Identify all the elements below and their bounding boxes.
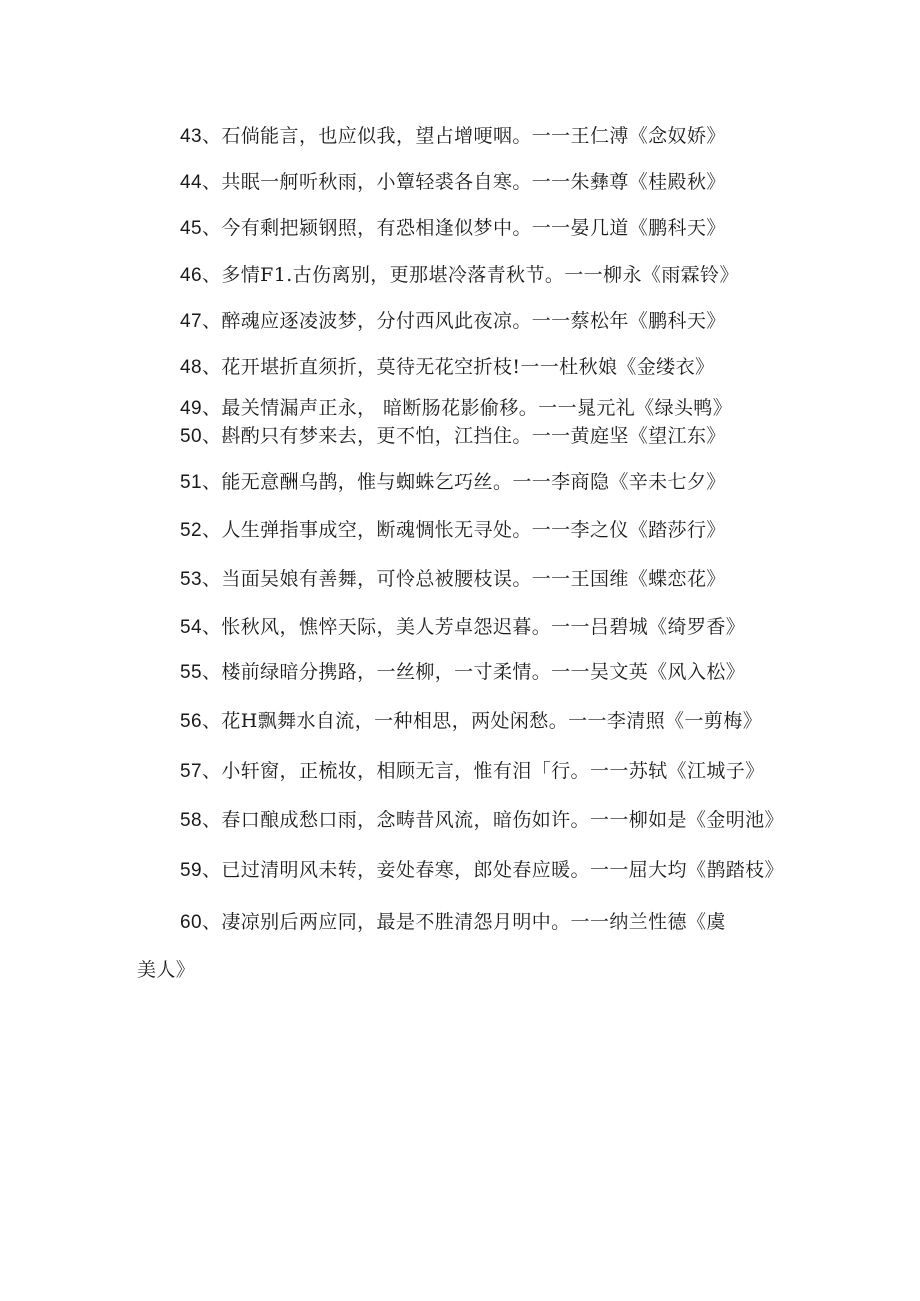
poem-line-46 [180, 260, 739, 290]
line-number: 51 [180, 472, 202, 493]
line-text: 、石倘能言，也应似我，望占增哽咽。一一王仁溥《念奴娇》 [201, 125, 726, 147]
poem-line-60 [180, 907, 726, 937]
line-number: 50 [180, 426, 202, 447]
line-number: 56 [180, 711, 202, 732]
line-text: 、共眠一舸听秋雨，小簟轻裘各自寒。一一朱彝尊《桂殿秋》 [201, 171, 726, 193]
line-number: 48 [180, 357, 202, 378]
poem-line-58 [180, 805, 784, 835]
line-text: 、小轩窗，正梳妆，相顾无言，惟有泪「行。一一苏轼《江城子》 [201, 760, 765, 782]
line-text: 、今有剩把颍钢照，有恐相逢似梦中。一一晏几道《鹏科天》 [201, 217, 726, 239]
line-number: 53 [180, 569, 202, 590]
poem-line-51 [180, 467, 726, 497]
line-number: 46 [180, 265, 202, 286]
line-number: 43 [180, 126, 202, 147]
poem-line-55 [180, 657, 745, 687]
line-number: 49 [180, 398, 202, 419]
poem-line-60-continuation: 美人》 [137, 959, 196, 981]
line-number: 54 [180, 617, 202, 638]
line-text: 、春口酿成愁口雨，念畴昔风流，暗伤如许。一一柳如是《金明池》 [201, 809, 784, 831]
line-number: 44 [180, 172, 202, 193]
line-number: 52 [180, 520, 202, 541]
line-text: 、斟酌只有梦来去，更不怕，江挡住。一一黄庭坚《望江东》 [201, 425, 726, 447]
line-number: 58 [180, 810, 202, 831]
poem-line-54 [180, 612, 745, 642]
line-number: 55 [180, 662, 202, 683]
poem-line-44 [180, 167, 726, 197]
poem-line-57 [180, 756, 765, 786]
line-number: 59 [180, 860, 202, 881]
line-number: 57 [180, 761, 202, 782]
line-text: 、凄凉别后两应同，最是不胜清怨月明中。一一纳兰性德《虞 [201, 911, 726, 933]
poem-line-52 [180, 515, 726, 545]
poem-line-45 [180, 213, 726, 243]
poem-line-59 [180, 855, 784, 885]
line-number: 47 [180, 311, 202, 332]
poem-line-56 [180, 706, 762, 736]
line-text: 、能无意酬乌鹊，惟与蜘蛛乞巧丝。一一李商隐《辛未七夕》 [201, 471, 726, 493]
line-text: 、最关情漏声正永， 暗断肠花影偷移。一一晁元礼《绿头鸭》 [201, 397, 733, 419]
line-number: 45 [180, 218, 202, 239]
line-text: 、楼前绿暗分携路，一丝柳，一寸柔情。一一吴文英《风入松》 [201, 661, 746, 683]
line-text: 、多情F1.古伤离别，更那堪冷落青秋节。一一柳永《雨霖铃》 [201, 264, 739, 286]
line-number: 60 [180, 912, 202, 933]
poem-line-43 [180, 121, 726, 151]
line-text: 、人生弹指事成空，断魂惆怅无寻处。一一李之仪《踏莎行》 [201, 519, 726, 541]
poem-line-53 [180, 564, 726, 594]
line-text: 、已过清明风未转，妾处春寒，郎处春应暖。一一屈大均《鹊踏枝》 [201, 859, 784, 881]
line-text: 、当面吴娘有善舞，可怜总被腰枝误。一一王国维《蝶恋花》 [201, 568, 726, 590]
line-text: 、怅秋风，憔悴天际，美人芳卓怨迟暮。一一吕碧城《绮罗香》 [201, 616, 746, 638]
poem-line-50 [180, 421, 726, 451]
line-text: 、花H飘舞水自流，一种相思，两处闲愁。一一李清照《一剪梅》 [201, 710, 763, 732]
line-text: 、花开堪折直须折，莫待无花空折枝!一一杜秋娘《金缕衣》 [201, 356, 715, 378]
poem-line-48 [180, 352, 714, 382]
poem-line-47 [180, 306, 726, 336]
poem-line-49 [180, 393, 732, 423]
line-text: 、醉魂应逐凌波梦，分付西风此夜凉。一一蔡松年《鹏科天》 [201, 310, 726, 332]
